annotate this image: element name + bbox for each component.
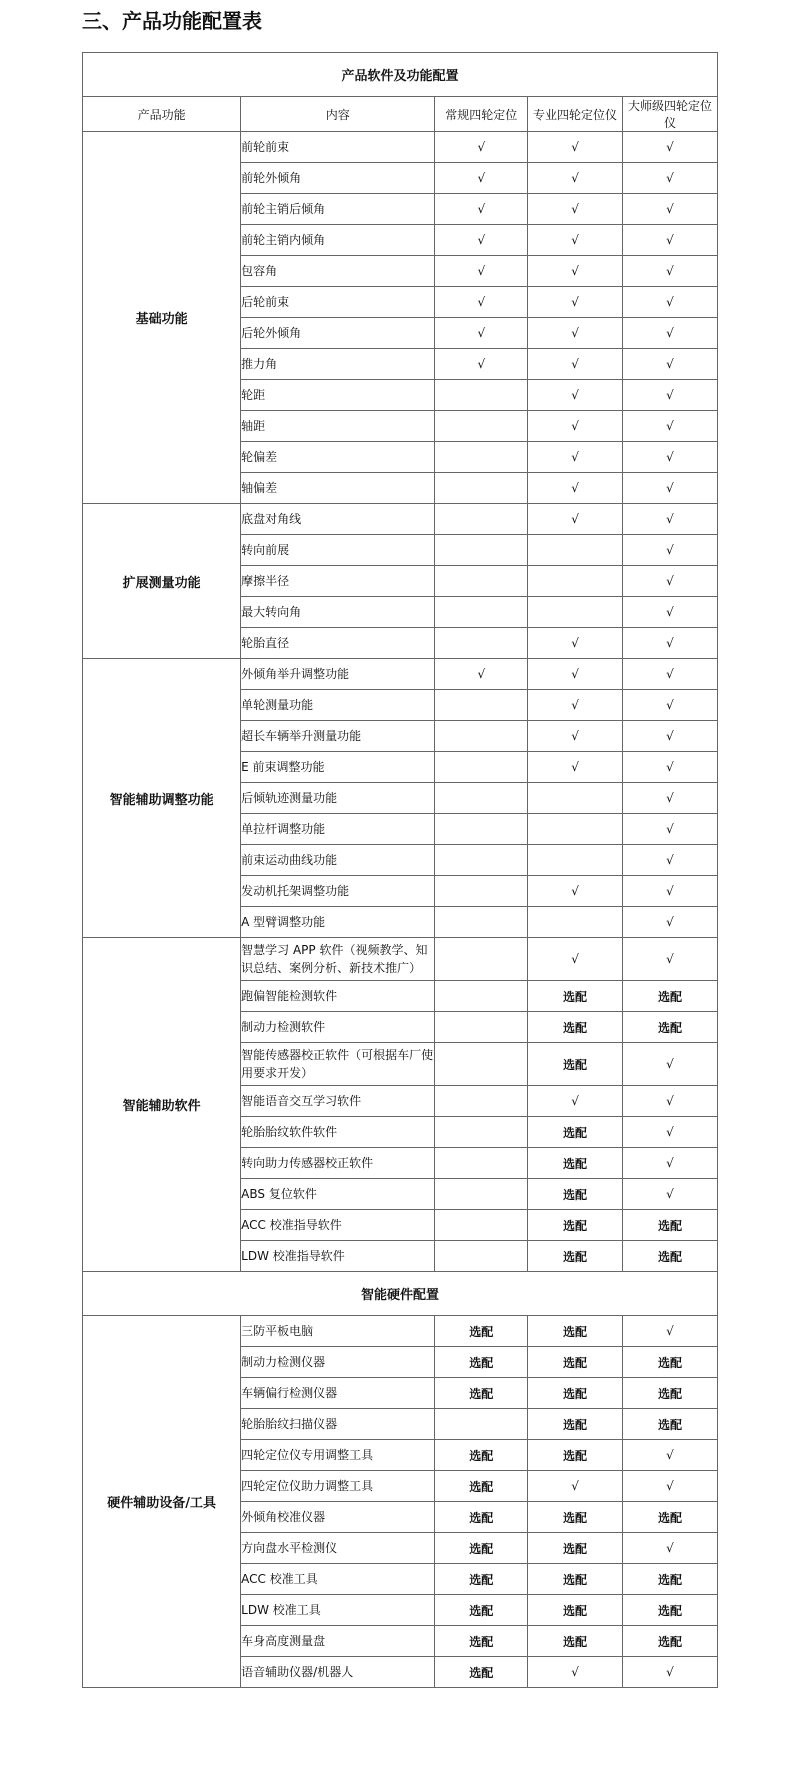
config-mark-cell: 选配 — [435, 1378, 528, 1409]
config-mark-cell: √ — [435, 132, 528, 163]
config-mark-cell — [435, 442, 528, 473]
config-mark-cell: √ — [623, 1117, 718, 1148]
config-mark-cell: 选配 — [623, 1502, 718, 1533]
config-mark-cell: 选配 — [435, 1440, 528, 1471]
config-mark-cell: 选配 — [435, 1533, 528, 1564]
content-cell: 轮胎直径 — [241, 628, 435, 659]
content-cell: 后倾轨迹测量功能 — [241, 783, 435, 814]
config-mark-cell: √ — [623, 628, 718, 659]
config-mark-cell: √ — [623, 566, 718, 597]
config-mark-cell — [435, 845, 528, 876]
config-mark-cell: √ — [623, 225, 718, 256]
config-mark-cell: √ — [528, 473, 623, 504]
config-mark-cell: √ — [623, 1179, 718, 1210]
config-mark-cell: √ — [623, 659, 718, 690]
config-mark-cell: √ — [528, 1086, 623, 1117]
config-mark-cell: √ — [528, 318, 623, 349]
config-mark-cell — [435, 752, 528, 783]
config-mark-cell: √ — [623, 597, 718, 628]
content-cell: 摩擦半径 — [241, 566, 435, 597]
content-cell: 四轮定位仪专用调整工具 — [241, 1440, 435, 1471]
config-mark-cell: 选配 — [528, 1533, 623, 1564]
config-mark-cell — [435, 721, 528, 752]
config-mark-cell — [435, 597, 528, 628]
config-mark-cell — [528, 814, 623, 845]
config-mark-cell: √ — [623, 1471, 718, 1502]
table-row — [83, 1316, 718, 1347]
config-mark-cell: √ — [528, 132, 623, 163]
content-cell: 推力角 — [241, 349, 435, 380]
content-cell: 超长车辆举升测量功能 — [241, 721, 435, 752]
config-mark-cell: √ — [435, 194, 528, 225]
content-cell: E 前束调整功能 — [241, 752, 435, 783]
config-mark-cell: √ — [528, 194, 623, 225]
content-cell: 后轮前束 — [241, 287, 435, 318]
content-cell: 单拉杆调整功能 — [241, 814, 435, 845]
config-mark-cell — [435, 690, 528, 721]
page-title: 三、产品功能配置表 — [82, 9, 262, 33]
content-cell: 轮偏差 — [241, 442, 435, 473]
hardware-header: 智能硬件配置 — [83, 1272, 718, 1316]
config-mark-cell — [528, 597, 623, 628]
config-mark-cell: 选配 — [528, 1440, 623, 1471]
config-mark-cell: √ — [623, 1533, 718, 1564]
config-mark-cell — [435, 473, 528, 504]
content-cell: 前轮主销后倾角 — [241, 194, 435, 225]
config-mark-cell: √ — [528, 442, 623, 473]
config-mark-cell: 选配 — [623, 1012, 718, 1043]
config-mark-cell: √ — [623, 907, 718, 938]
content-cell: 后轮外倾角 — [241, 318, 435, 349]
config-mark-cell: √ — [623, 411, 718, 442]
config-mark-cell: 选配 — [528, 1241, 623, 1272]
content-cell: 外倾角举升调整功能 — [241, 659, 435, 690]
config-mark-cell: √ — [435, 163, 528, 194]
config-mark-cell: 选配 — [623, 1595, 718, 1626]
column-header-content: 内容 — [241, 97, 435, 132]
table-row — [83, 938, 718, 981]
config-mark-cell — [435, 1148, 528, 1179]
config-mark-cell: √ — [435, 287, 528, 318]
config-mark-cell: √ — [528, 380, 623, 411]
config-mark-cell: 选配 — [528, 1316, 623, 1347]
config-mark-cell: 选配 — [528, 1502, 623, 1533]
config-mark-cell: √ — [528, 628, 623, 659]
config-mark-cell: √ — [528, 256, 623, 287]
config-mark-cell — [435, 1117, 528, 1148]
function-group-label: 智能辅助软件 — [83, 938, 241, 1272]
content-cell: 前轮主销内倾角 — [241, 225, 435, 256]
content-cell: 制动力检测仪器 — [241, 1347, 435, 1378]
config-mark-cell: 选配 — [435, 1471, 528, 1502]
config-mark-cell: √ — [528, 690, 623, 721]
config-mark-cell: √ — [528, 411, 623, 442]
config-mark-cell — [435, 938, 528, 981]
config-mark-cell: √ — [623, 1043, 718, 1086]
config-mark-cell: √ — [435, 318, 528, 349]
column-header-row — [83, 97, 718, 132]
config-mark-cell: 选配 — [528, 1409, 623, 1440]
content-cell: ACC 校准工具 — [241, 1564, 435, 1595]
config-mark-cell: √ — [435, 659, 528, 690]
content-cell: 前束运动曲线功能 — [241, 845, 435, 876]
config-mark-cell: √ — [623, 814, 718, 845]
config-mark-cell — [528, 845, 623, 876]
config-mark-cell: 选配 — [623, 1378, 718, 1409]
config-mark-cell — [435, 1043, 528, 1086]
config-mark-cell: 选配 — [435, 1564, 528, 1595]
config-mark-cell: √ — [623, 163, 718, 194]
config-mark-cell: 选配 — [528, 1564, 623, 1595]
config-mark-cell: 选配 — [623, 1210, 718, 1241]
config-mark-cell — [435, 1210, 528, 1241]
config-mark-cell: 选配 — [623, 1347, 718, 1378]
config-mark-cell: 选配 — [623, 1241, 718, 1272]
config-mark-cell: √ — [435, 349, 528, 380]
content-cell: 单轮测量功能 — [241, 690, 435, 721]
config-mark-cell: √ — [528, 504, 623, 535]
content-cell: A 型臂调整功能 — [241, 907, 435, 938]
config-mark-cell: √ — [623, 1086, 718, 1117]
config-mark-cell: √ — [623, 845, 718, 876]
config-mark-cell — [435, 1179, 528, 1210]
config-mark-cell — [435, 1012, 528, 1043]
content-cell: 最大转向角 — [241, 597, 435, 628]
config-mark-cell: 选配 — [528, 1012, 623, 1043]
config-mark-cell — [435, 628, 528, 659]
table-row — [83, 504, 718, 535]
config-mark-cell: √ — [623, 1657, 718, 1688]
config-mark-cell: 选配 — [528, 1378, 623, 1409]
config-mark-cell: 选配 — [623, 1409, 718, 1440]
config-mark-cell — [528, 535, 623, 566]
config-mark-cell: √ — [435, 256, 528, 287]
config-mark-cell: 选配 — [528, 1117, 623, 1148]
config-mark-cell — [435, 411, 528, 442]
config-mark-cell — [435, 566, 528, 597]
config-mark-cell: √ — [528, 938, 623, 981]
config-mark-cell: √ — [623, 690, 718, 721]
config-mark-cell: √ — [528, 752, 623, 783]
config-mark-cell — [435, 1241, 528, 1272]
content-cell: 四轮定位仪助力调整工具 — [241, 1471, 435, 1502]
table-row — [83, 132, 718, 163]
column-header-master: 大师级四轮定位仪 — [623, 97, 718, 132]
config-mark-cell: 选配 — [435, 1657, 528, 1688]
function-group-label: 硬件辅助设备/工具 — [83, 1316, 241, 1688]
content-cell: 轴距 — [241, 411, 435, 442]
config-mark-cell: √ — [623, 938, 718, 981]
config-mark-cell: √ — [528, 1471, 623, 1502]
column-header-function: 产品功能 — [83, 97, 241, 132]
config-mark-cell: 选配 — [528, 1043, 623, 1086]
config-mark-cell — [435, 1409, 528, 1440]
config-mark-cell: √ — [623, 287, 718, 318]
content-cell: 底盘对角线 — [241, 504, 435, 535]
config-mark-cell: 选配 — [435, 1347, 528, 1378]
config-mark-cell: 选配 — [623, 1626, 718, 1657]
config-mark-cell — [435, 1086, 528, 1117]
config-mark-cell: 选配 — [435, 1316, 528, 1347]
content-cell: 智慧学习 APP 软件（视频教学、知识总结、案例分析、新技术推广） — [241, 938, 435, 981]
config-mark-cell: 选配 — [528, 1595, 623, 1626]
software-header: 产品软件及功能配置 — [83, 53, 718, 97]
config-mark-cell: √ — [623, 132, 718, 163]
content-cell: 制动力检测软件 — [241, 1012, 435, 1043]
content-cell: 语音辅助仪器/机器人 — [241, 1657, 435, 1688]
config-mark-cell: 选配 — [528, 1626, 623, 1657]
config-mark-cell — [435, 814, 528, 845]
config-mark-cell: √ — [623, 752, 718, 783]
config-mark-cell: √ — [623, 721, 718, 752]
content-cell: 轮胎胎纹软件软件 — [241, 1117, 435, 1148]
software-header-row — [83, 53, 718, 97]
config-mark-cell: √ — [623, 504, 718, 535]
config-mark-cell: √ — [528, 163, 623, 194]
content-cell: 跑偏智能检测软件 — [241, 981, 435, 1012]
config-mark-cell — [435, 981, 528, 1012]
config-mark-cell — [435, 907, 528, 938]
config-mark-cell: 选配 — [623, 981, 718, 1012]
content-cell: LDW 校准指导软件 — [241, 1241, 435, 1272]
content-cell: 车身高度测量盘 — [241, 1626, 435, 1657]
config-mark-cell: √ — [623, 473, 718, 504]
config-mark-cell: √ — [623, 783, 718, 814]
config-mark-cell — [435, 876, 528, 907]
content-cell: LDW 校准工具 — [241, 1595, 435, 1626]
config-mark-cell — [435, 535, 528, 566]
content-cell: 前轮外倾角 — [241, 163, 435, 194]
config-mark-cell: 选配 — [528, 1347, 623, 1378]
config-mark-cell: √ — [623, 194, 718, 225]
column-header-professional: 专业四轮定位仪 — [528, 97, 623, 132]
config-mark-cell — [435, 504, 528, 535]
config-table-body — [83, 53, 718, 1688]
config-mark-cell — [528, 566, 623, 597]
config-mark-cell: √ — [623, 1440, 718, 1471]
config-mark-cell: √ — [528, 721, 623, 752]
content-cell: 三防平板电脑 — [241, 1316, 435, 1347]
config-mark-cell — [435, 783, 528, 814]
config-mark-cell: 选配 — [435, 1502, 528, 1533]
config-table — [82, 52, 718, 1688]
config-mark-cell: √ — [623, 318, 718, 349]
config-mark-cell: √ — [623, 1316, 718, 1347]
config-mark-cell: 选配 — [623, 1564, 718, 1595]
content-cell: 车辆偏行检测仪器 — [241, 1378, 435, 1409]
content-cell: 外倾角校准仪器 — [241, 1502, 435, 1533]
table-row — [83, 659, 718, 690]
content-cell: 轴偏差 — [241, 473, 435, 504]
content-cell: ABS 复位软件 — [241, 1179, 435, 1210]
content-cell: 前轮前束 — [241, 132, 435, 163]
config-mark-cell — [528, 907, 623, 938]
config-mark-cell: √ — [528, 349, 623, 380]
config-mark-cell: √ — [623, 442, 718, 473]
content-cell: 包容角 — [241, 256, 435, 287]
config-mark-cell: √ — [623, 349, 718, 380]
function-group-label: 基础功能 — [83, 132, 241, 504]
function-group-label: 智能辅助调整功能 — [83, 659, 241, 938]
config-mark-cell: √ — [623, 876, 718, 907]
content-cell: 转向助力传感器校正软件 — [241, 1148, 435, 1179]
config-mark-cell: √ — [623, 535, 718, 566]
config-mark-cell: √ — [528, 876, 623, 907]
config-mark-cell: √ — [528, 287, 623, 318]
config-mark-cell: √ — [623, 256, 718, 287]
config-mark-cell — [528, 783, 623, 814]
config-mark-cell — [435, 380, 528, 411]
config-mark-cell: 选配 — [435, 1595, 528, 1626]
config-mark-cell: 选配 — [528, 1179, 623, 1210]
content-cell: 智能传感器校正软件（可根据车厂使用要求开发） — [241, 1043, 435, 1086]
config-mark-cell: √ — [435, 225, 528, 256]
config-mark-cell: √ — [528, 659, 623, 690]
config-mark-cell: √ — [623, 1148, 718, 1179]
config-mark-cell: √ — [623, 380, 718, 411]
content-cell: 轮距 — [241, 380, 435, 411]
config-mark-cell: √ — [528, 225, 623, 256]
config-mark-cell: 选配 — [528, 1148, 623, 1179]
content-cell: 转向前展 — [241, 535, 435, 566]
hardware-header-row — [83, 1272, 718, 1316]
config-mark-cell: 选配 — [528, 1210, 623, 1241]
config-mark-cell: 选配 — [435, 1626, 528, 1657]
content-cell: 方向盘水平检测仪 — [241, 1533, 435, 1564]
content-cell: 发动机托架调整功能 — [241, 876, 435, 907]
content-cell: 智能语音交互学习软件 — [241, 1086, 435, 1117]
config-mark-cell: √ — [528, 1657, 623, 1688]
column-header-standard: 常规四轮定位 — [435, 97, 528, 132]
config-mark-cell: 选配 — [528, 981, 623, 1012]
function-group-label: 扩展测量功能 — [83, 504, 241, 659]
content-cell: 轮胎胎纹扫描仪器 — [241, 1409, 435, 1440]
content-cell: ACC 校准指导软件 — [241, 1210, 435, 1241]
